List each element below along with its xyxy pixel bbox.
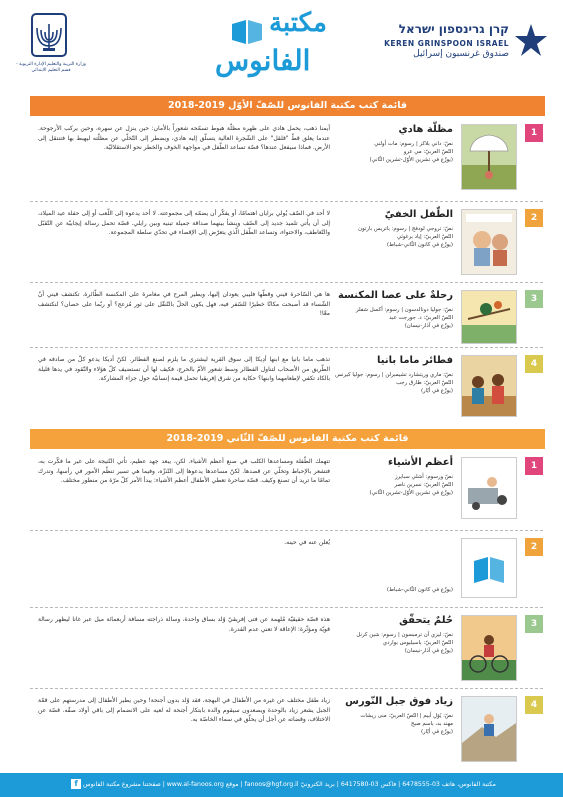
row-divider [30,282,543,283]
ministry-caption: وزارة التربية والتعليم الإدارة التربوية - قسم التعليم الابتدائي [16,62,86,73]
book-cover-image [461,696,517,762]
credit-line: نصّ ورسوم: أشلي سبايرز [394,474,453,480]
section-title-grade2: قائمة كتب مكتبة الفانوس للصّفّ الثّاني 2019-2018 [30,429,545,449]
book-row [30,351,543,421]
kgi-arabic: صندوق غرنسبون إسرائيل [413,49,509,59]
row-divider [30,688,543,689]
book-description: ها هي السّاحرة فيني وقطّها فليبي يعودان إليها، ويطير المرح في مغامرة على المكنسة الطّائرة. تكتشف فيني أنّ الشّساء قد أصبحت مكانًا خطيرًا للسّفر فيه، فهل يكون الحلّ بالتّنقّل على ثور مُزعج؟ أو ربّما على حصان؟ لنكتشف معًا! [38,291,330,317]
alfanoos-logo [205,6,365,86]
row-divider [30,530,543,531]
book-cover-image [461,209,517,275]
book-number: 1 [525,124,543,142]
book-credits [335,371,453,395]
book-number: 4 [525,696,543,714]
credit-line: مهند بد، باسم صبح [411,721,453,727]
credit-line: النّصّ العربيّ: إياد برغوثي [396,234,453,240]
book-number: 1 [525,457,543,475]
book-title: الطّفل الخفيّ [384,209,453,220]
book-title: حُلمٌ يتحقّق [399,615,453,626]
credit-line: (يوزّع في تشرين الأوّل-تشرين الثّاني) [369,490,453,496]
page-header [0,0,563,88]
book-cover-image [461,355,517,417]
credit-line: (يوزّع في تشرين الأوّل-تشرين الثّاني) [369,157,453,163]
credit-line: النّصّ العربيّ: طارق رجب [396,380,453,386]
book-description: زياد طفل مختلف عن غيره من الأطفال في البهجة، فقد وُلد بدون أجنحة! وحين يطير الأطفال إلى مدرستهم على قمّة الجبل يشعر زياد بالوحدة ويصعدون سيقوم والده بابتكار أجنحة له لعيه على الانضمام إلى باقي أولاد صفّه. قصّة عن الاختلاف، وقضاته عن أجل أن يحلّق في سماء الخاصّة به. [38,697,330,723]
book-row [30,611,543,689]
row-divider [30,607,543,608]
book-row [30,534,543,608]
book-description: يُعلن عنه في حينه. [284,539,330,546]
row-divider [30,201,543,202]
book-cover-image [461,457,517,519]
book-credits [335,473,453,497]
book-number: 2 [525,209,543,227]
book-credits [335,631,453,655]
book-number: 3 [525,615,543,633]
credit-line: النّصّ العربيّ: د. جورجت عبد [389,315,453,321]
book-description: لا أحد في الصّف يُولي برايان اهتمامًا، أو يفكّر أن يضمّه إلى مجموعته. لا أحد يدعوه إلى اللّعب أو إلى حفلة عيد الميلاد، إلى أن يأتي تلميذ جديد إلى الصّف وينشأ بينهما صداقة جميلة تبنيه وبين رايلي. قصّة تحمل رسالة إيجابيّة عن التّقبّل والتّعاطف، والاحتواء، وتساعد الطّفل الّذي يتعرّض إلى الإقصاء في تحدّي سلطة المجموعة. [38,210,330,236]
credit-line: نصّ: تروجي لودفج | رسوم: باتريس بارتون [358,226,453,232]
credit-line: نصّ: داني بلاكر | رسوم: مات أولني [374,141,453,147]
logo-line1: مكتبة [269,8,327,38]
menorah-emblem-icon [28,12,70,60]
credit-line: (يوزّع في آذار-نيسان) [404,323,453,329]
book-title: مظلّة هادي [398,124,453,135]
book-description: هذه قصّة حقيقيّة مُلهمة عن فتى إفريقيّ وُلد بساق واحدة، وسالة ذراجته مسافة أربعمائة ميل عبر غانا ليظهر رسالة قويّة ومؤثّرة: الإعاقة لا تعني عدم القدرة. [38,616,330,633]
book-number: 4 [525,355,543,373]
row-divider [30,347,543,348]
book-cover-image [461,124,517,190]
book-row [30,692,543,768]
credit-line: النّصّ العربيّ: مي عرو [403,149,453,155]
book-description: تذهب ماما بانيا مع ابنها أدِيكا إلى سوق القرية ليشتري ما يلزم لصنع الفطائر. لكنّ أديكا يدعو كلّ من صادفه في الطّريق من الأصحاب لتناول الفطائر وسط شعور الأمّ بالحرج، فكيف لها أن تستضيف كلّ هؤلاء والنّقود في يدها قليلة بالكاد تكفي لإطعامهما وابنها؟ حكاية من شرق إفريقيا تحمل قيمة إنسانيّة حول جزاء المشاركة. [38,356,330,382]
book-credits [335,712,453,736]
book-row [30,120,543,202]
credit-line: نصّ: جوليا دونالدسون | رسوم: أكسل شفلر [356,307,453,313]
book-number: 2 [525,538,543,556]
credit-line: النّصّ العربيّ: نسرين ناصر [394,482,453,488]
credit-line: (يوزّع في كانون الثّاني-شباط) [386,587,453,593]
book-description: أيمنا ذهب، يحمل هادي على ظهره مظلّة هبوط تسمّحه شعوراً بالأمان: حين ينزل عن سهره، وحين يركب الأرجوحة. عندما يعلق قطّ "قلقل" على الشّجرة العالية يتسلّق إليه هادي، ويضطر إلى التّخلّي عن مظلّته ليهبط بها فتنتقل إلى الأرض. فماذا سيفعل عندها؟ قصّة تساعد الطّفل في مواجهة الخوف والخطر نحو الاستقلاليّة. [38,125,330,151]
book-number: 3 [525,290,543,308]
credit-line: (يوزّع في أيّار) [420,388,453,394]
book-cover-image [461,290,517,344]
credit-line: (يوزّع في أيّار) [420,729,453,735]
book-description: تتهمك الطّفلة ومساعدها الكلب في صنع أعظم الأشياء. لكن، يبعد جهد عظيم، تأتي النّتيجة على غير ما فكّرت به، فتشعر بالإحباط وتخلّي عن قصدها. لكنّ مساعدها يدعوها إلى التّنزّه، وفيما هي تسير تنظّم الأمور في رأسها، وتدرك تمامًا ما تريد أن تصنع وكيف. قصّة ساحرة تعطي الأطفال أعظم الأشياء: يبدأ الأمر كلّ مرّة من منظور مختلف. [38,458,330,484]
star-logo-icon [513,22,549,62]
book-credits [335,306,453,330]
credit-line: (يوزّع في آذار-نيسان) [404,648,453,654]
credit-line: نصّ: ليزي آن ترمبسون | رسوم: شين كرنل [356,632,453,638]
book-row [30,205,543,283]
book-title: أعظم الأشياء [388,457,453,468]
credit-line: (يوزّع في كانون الثّاني-شباط) [386,242,453,248]
book-title: فطائر ماما بانيا [377,355,453,366]
facebook-icon[interactable]: f [71,779,81,789]
book-cover-image [461,615,517,681]
book-title: زياد فوق جبل النّورس [345,696,453,707]
book-credits [335,225,453,249]
book-row [30,453,543,531]
book-logo-icon [230,18,264,46]
kgi-logo [378,20,553,70]
credit-line: نصّ: يُوَلِ أبيم | النّصّ العربيّ: منى ريشات [360,713,453,719]
book-credits [335,586,453,594]
footer-contact: مكتبة الفانوس، هاتف 03-6478555 | فاكس 03-6417580 | بريد الكترونيّ fanoos@hgf.org.il | موقع www.al-fanoos.org | صفحتنا مشروع مكتبة الفانوس [83,781,496,788]
book-row [30,286,543,348]
book-cover-image [461,538,517,598]
kgi-english: KEREN GRINSPOON ISRAEL [384,39,509,48]
credit-line: النّصّ العربيّ: باسيليوس بواردي [382,640,453,646]
book-credits [335,140,453,164]
book-title: رحلةٌ على عصا المكنسة [337,290,453,301]
page-footer [0,773,563,797]
credit-line: نصّ: ماري وريتشارد تشيمبرلن | رسوم: جوليا كيرنس [335,372,453,378]
section-title-grade1: قائمة كتب مكتبة الفانوس للصّفّ الأوّل 2019-2018 [30,96,545,116]
kgi-hebrew: קרן גרינספון ישראל [398,22,509,36]
logo-line2: الفانوس [215,44,311,77]
